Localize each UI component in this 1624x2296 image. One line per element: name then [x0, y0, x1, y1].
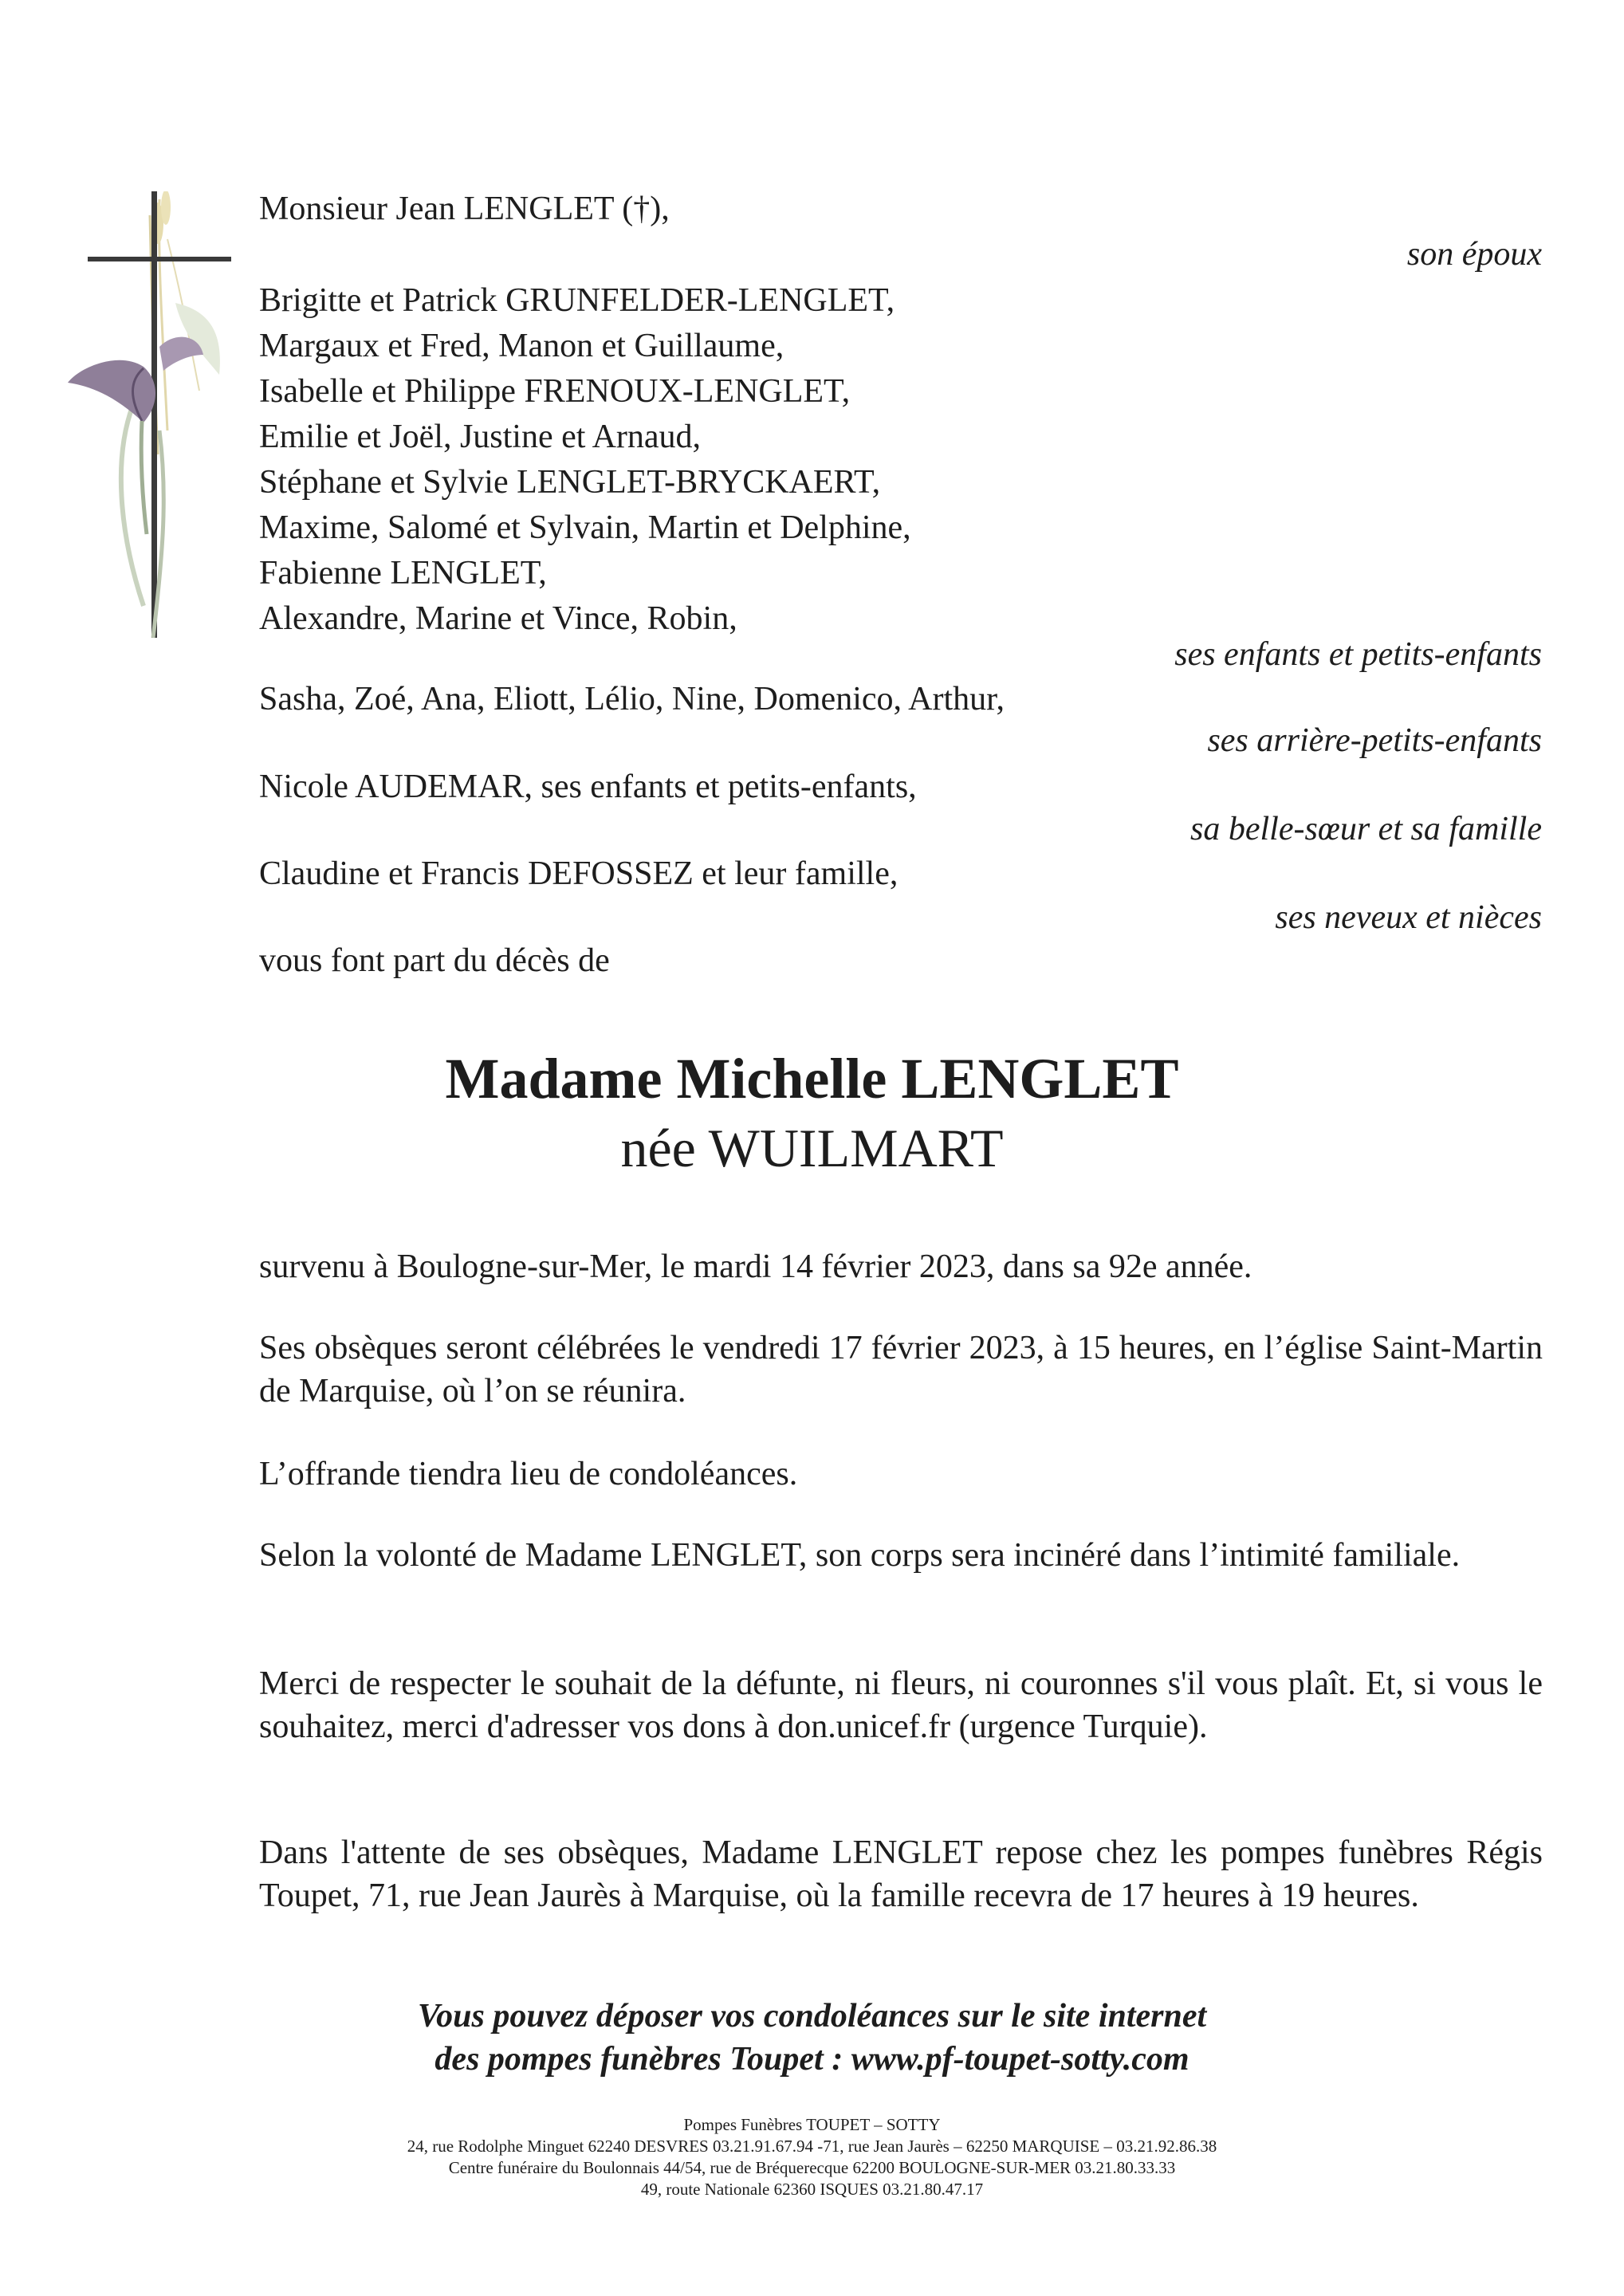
deceased-birth-name: née WUILMART: [620, 1118, 1004, 1178]
footer-address: Centre funéraire du Boulonnais 44/54, rue de Bréquerecque 62200 BOULOGNE-SUR-MER 03.21.80.33.33: [448, 2158, 1176, 2177]
funeral-paragraph: Ses obsèques seront célébrées le vendredi 17 février 2023, à 15 heures, en l’église Saint-Martin de Marquise, où l’on se réunira.: [259, 1330, 1543, 1409]
footer-company: Pompes Funèbres TOUPET – SOTTY: [683, 2115, 941, 2134]
footer-address: 49, route Nationale 62360 ISQUES 03.21.80.47.17: [640, 2180, 984, 2199]
children-line: Stéphane et Sylvie LENGLET-BRYCKAERT,: [259, 464, 881, 501]
sister-in-law-names: Nicole AUDEMAR, ses enfants et petits-enfants,: [259, 769, 917, 805]
offering-paragraph: L’offrande tiendra lieu de condoléances.: [259, 1456, 798, 1492]
cremation-paragraph: Selon la volonté de Madame LENGLET, son corps sera incinéré dans l’intimité familiale.: [259, 1537, 1461, 1574]
spouse-relation: son époux: [1406, 236, 1542, 273]
cross-with-calla-lily-icon: [64, 191, 247, 670]
nephews-names: Claudine et Francis DEFOSSEZ et leur famille,: [259, 855, 899, 892]
nephews-relation: ses neveux et nièces: [1275, 899, 1542, 936]
children-relation: ses enfants et petits-enfants: [1174, 636, 1542, 673]
children-line: Maxime, Salomé et Sylvain, Martin et Delphine,: [259, 509, 911, 546]
great-grandchildren-names: Sasha, Zoé, Ana, Eliott, Lélio, Nine, Domenico, Arthur,: [259, 681, 1005, 718]
condolences-line: Vous pouvez déposer vos condoléances sur le site internet: [417, 1998, 1207, 2035]
great-grandchildren-relation: ses arrière-petits-enfants: [1207, 722, 1542, 759]
children-line: Fabienne LENGLET,: [259, 555, 547, 592]
sister-in-law-relation: sa belle-sœur et sa famille: [1190, 811, 1542, 847]
flowers-paragraph: Merci de respecter le souhait de la défunte, ni fleurs, ni couronnes s'il vous plaît. Et, si vous le souhaitez, merci d'adresser vos dons à don.unicef.fr (urgence Turquie).: [259, 1665, 1543, 1745]
footer-address: 24, rue Rodolphe Minguet 62240 DESVRES 03.21.91.67.94 -71, rue Jean Jaurès – 62250 MARQUISE – 03.21.92.86.38: [407, 2137, 1217, 2156]
children-line: Margaux et Fred, Manon et Guillaume,: [259, 328, 784, 364]
death-paragraph: survenu à Boulogne-sur-Mer, le mardi 14 février 2023, dans sa 92e année.: [259, 1248, 1252, 1285]
children-line: Brigitte et Patrick GRUNFELDER-LENGLET,: [259, 282, 895, 319]
deceased-name: Madame Michelle LENGLET: [445, 1047, 1179, 1111]
children-line: Alexandre, Marine et Vince, Robin,: [259, 600, 737, 637]
announce-text: vous font part du décès de: [259, 942, 610, 979]
condolences-website[interactable]: des pompes funèbres Toupet : www.pf-toupet-sotty.com: [435, 2041, 1189, 2078]
children-line: Isabelle et Philippe FRENOUX-LENGLET,: [259, 373, 851, 410]
rest-paragraph: Dans l'attente de ses obsèques, Madame LENGLET repose chez les pompes funèbres Régis Toupet, 71, rue Jean Jaurès à Marquise, où la famille recevra de 17 heures à 19 heures.: [259, 1834, 1543, 1914]
spouse-name: Monsieur Jean LENGLET (†),: [259, 191, 670, 227]
children-line: Emilie et Joël, Justine et Arnaud,: [259, 419, 702, 455]
